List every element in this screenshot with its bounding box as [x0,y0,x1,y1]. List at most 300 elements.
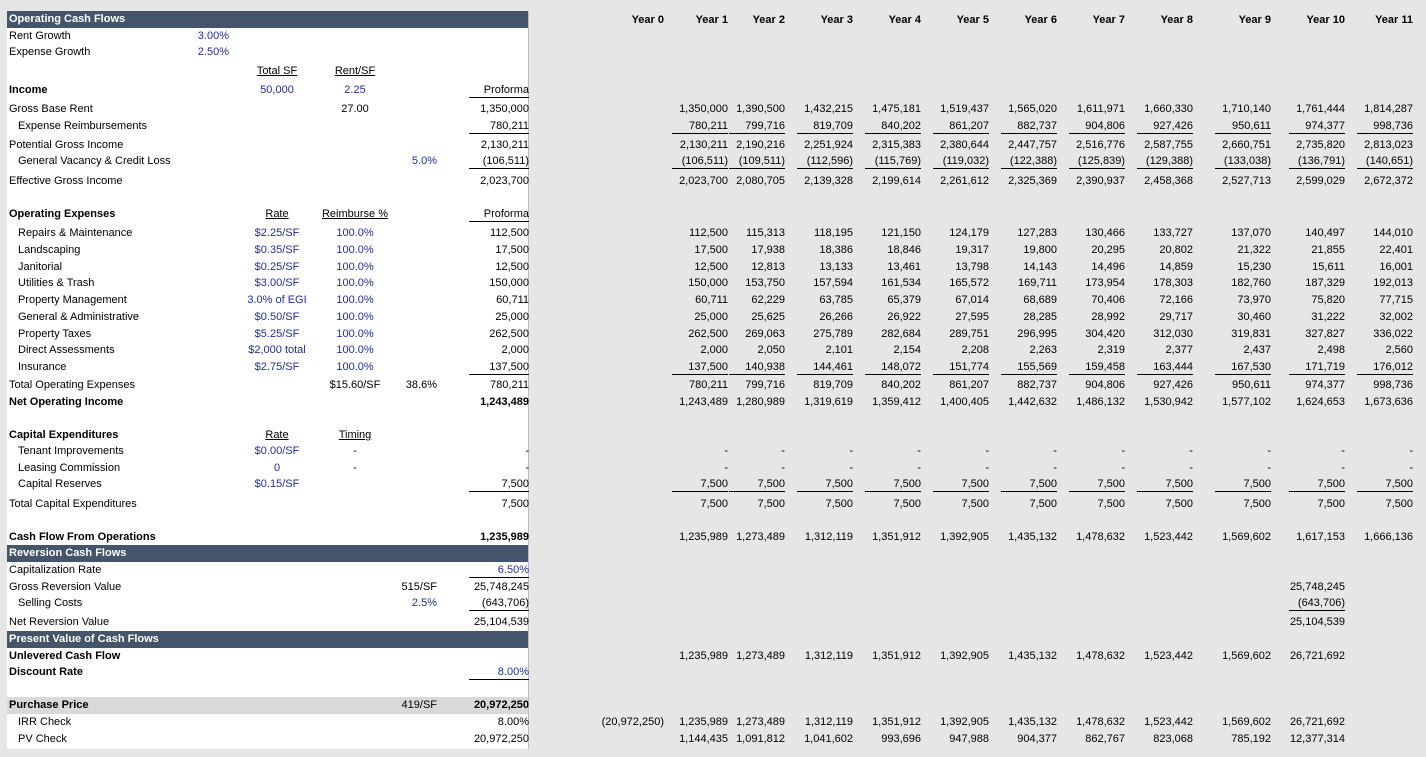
grid-cell: 2,263 [1029,344,1057,356]
grid-cell: (643,706) [1281,595,1345,612]
grid-cell: - [849,462,853,474]
income-header-row [7,82,528,99]
grid-cell: 12,377,314 [1289,733,1345,745]
opex-row [7,359,528,376]
grid-cell: (106,511) [664,153,728,170]
year-header: Year 1 [695,14,728,26]
grid-cell: 1,569,602 [1222,650,1271,662]
rate-value[interactable]: $0.00/SF [254,445,300,457]
grid-cell: 26,721,692 [1289,716,1345,728]
grid-cell: (20,972,250) [601,716,664,728]
grid-cell: 124,179 [949,227,989,239]
grid-cell: 2,139,328 [804,175,853,187]
proforma-value: 25,000 [495,311,529,323]
rent-growth-row[interactable] [7,28,528,45]
grid-cell: 1,530,942 [1144,396,1193,408]
grid-cell: 1,400,405 [940,396,989,408]
grid-cell: 862,767 [1085,733,1125,745]
grid-cell: (136,791) [1281,153,1345,170]
grid-cell: 12,500 [694,261,728,273]
expense-growth-row[interactable] [7,44,528,61]
grid-cell: 1,761,444 [1296,103,1345,115]
grid-cell: 26,266 [819,311,853,323]
reimb-value[interactable]: 100.0% [336,328,374,340]
grid-cell: 144,461 [789,359,853,376]
grid-cell: 25,000 [694,311,728,323]
total-rate: $15.60/SF [329,379,381,391]
grid-cell: 7,500 [1129,476,1193,493]
row-label: Total Operating Expenses [9,379,135,391]
grid-cell: 115,313 [746,227,785,239]
grid-cell: - [1053,462,1057,474]
row-label: Purchase Price [9,699,89,711]
row-label: Unlevered Cash Flow [9,650,121,662]
proforma-value: 7,500 [501,498,529,510]
grid-cell: 150,000 [688,277,728,289]
grid-cell: 1,312,119 [804,650,853,662]
row-label: Cash Flow From Operations [9,531,156,543]
row-label: Tenant Improvements [18,445,124,457]
grid-cell: 289,751 [949,328,989,340]
opex-section-label: Operating Expenses [9,208,116,220]
row-label: Expense Growth [9,46,91,58]
row-label: Janitorial [18,261,63,273]
grid-cell: - [1189,462,1193,474]
grid-cell: 282,684 [881,328,921,340]
proforma-value: 780,211 [490,379,529,391]
grid-cell: 7,500 [1165,498,1193,510]
section-title: Present Value of Cash Flows [9,633,159,645]
proforma-value: 2,023,700 [480,175,529,187]
reimb-value[interactable]: 100.0% [336,277,374,289]
grid-cell: 785,192 [1231,733,1271,745]
grid-cell: 20,802 [1159,244,1193,256]
proforma-value: 2,000 [501,344,529,356]
total-sf-value[interactable]: 50,000 [260,84,294,96]
grid-cell: 2,458,368 [1144,175,1193,187]
net-reversion-row [7,614,528,631]
grid-cell: 1,243,489 [679,396,728,408]
rate-value[interactable]: $0.25/SF [254,261,300,273]
vacancy-pct[interactable]: 5.0% [411,155,437,167]
grid-cell: 1,478,632 [1076,531,1125,543]
grid-cell: 1,359,412 [872,396,921,408]
grid-cell: - [1267,445,1271,457]
grid-cell: 75,820 [1311,294,1345,306]
grid-cell: (122,388) [993,153,1057,170]
grid-cell: 1,235,989 [679,716,728,728]
grid-cell: 121,150 [881,227,921,239]
grid-cell: 161,534 [881,277,921,289]
grid-cell: 27,595 [955,311,989,323]
grid-cell: 1,435,132 [1008,716,1057,728]
pgi-row [7,137,528,154]
total-opex-row [7,377,528,394]
grid-cell: 2,599,029 [1296,175,1345,187]
row-label: Gross Base Rent [9,103,93,115]
grid-cell: (119,032) [925,153,989,170]
grid-cell: 927,426 [1129,118,1193,135]
grid-cell: 1,523,442 [1144,650,1193,662]
grid-cell: 133,727 [1153,227,1193,239]
proforma-value: 137,500 [455,359,529,376]
rate-value[interactable]: 3.0% of EGI [247,294,307,306]
proforma-value: 20,972,250 [473,699,529,711]
grid-cell: - [1409,462,1413,474]
rate-value[interactable]: $0.15/SF [254,478,300,490]
grid-cell: 30,460 [1237,311,1271,323]
grid-cell: 7,500 [700,498,728,510]
grid-cell: 16,001 [1379,261,1413,273]
rate-value[interactable]: $0.50/SF [254,311,300,323]
grid-cell: 1,814,287 [1364,103,1413,115]
grid-cell: 31,222 [1311,311,1345,323]
grid-cell: (115,769) [857,153,921,170]
grid-cell: 14,496 [1091,261,1125,273]
section-title: Reversion Cash Flows [9,547,127,559]
grid-cell: 7,500 [1281,476,1345,493]
proforma-value: 150,000 [489,277,529,289]
proforma-value: 25,104,539 [473,616,529,628]
grid-cell: 312,030 [1153,328,1193,340]
grid-cell: 137,500 [664,359,728,376]
grid-cell: 14,143 [1023,261,1057,273]
proforma-value: 1,235,989 [480,531,529,543]
grid-cell: 1,144,435 [679,733,728,745]
ti-row [7,443,528,460]
grid-cell: 1,624,653 [1296,396,1345,408]
grid-cell: 998,736 [1373,379,1413,391]
grid-cell: 1,435,132 [1008,650,1057,662]
reimb-value[interactable]: 100.0% [336,361,374,373]
grid-cell: 26,721,692 [1289,650,1345,662]
grid-cell: 2,527,713 [1222,175,1271,187]
year-header: Year 11 [1375,14,1413,26]
grid-cell: 7,500 [1243,498,1271,510]
selling-costs-row [7,595,528,612]
capex-header-row [7,427,528,444]
grid-cell: 269,063 [745,328,785,340]
proforma-value: - [525,462,529,474]
proforma-value: 1,350,000 [480,103,529,115]
grid-cell: 861,207 [949,379,989,391]
grid-cell: 19,800 [1023,244,1057,256]
grid-cell: 155,569 [993,359,1057,376]
year-header: Year 5 [956,14,989,26]
opex-row [7,225,528,242]
grid-cell: 1,475,181 [872,103,921,115]
grid-cell: 7,500 [1029,498,1057,510]
grid-cell: 7,500 [825,498,853,510]
grid-cell: 28,992 [1091,311,1125,323]
grid-cell: 63,785 [819,294,853,306]
grid-cell: - [917,462,921,474]
grid-cell: - [1341,462,1345,474]
expense-growth-value[interactable]: 2.50% [197,46,229,58]
rent-sf-value[interactable]: 2.25 [344,84,366,96]
grid-cell: 2,023,700 [679,175,728,187]
row-label: Direct Assessments [18,344,115,356]
assumptions-panel [7,11,529,749]
grid-cell: 840,202 [857,118,921,135]
year-header: Year 10 [1306,14,1345,26]
total-capex-row [7,496,528,513]
grid-cell: 1,280,989 [736,396,785,408]
grid-cell: 17,500 [694,244,728,256]
opex-row [7,292,528,309]
opex-row [7,342,528,359]
grid-cell: 7,500 [1317,498,1345,510]
grid-cell: 1,523,442 [1144,531,1193,543]
grid-cell: 2,447,757 [1008,139,1057,151]
grid-cell: 7,500 [857,476,921,493]
grid-cell: 157,594 [813,277,853,289]
rate-value[interactable]: 0 [273,462,281,474]
grid-cell: - [985,445,989,457]
grid-cell: 17,938 [751,244,785,256]
vacancy-row [7,153,528,170]
grid-cell: 7,500 [721,476,785,493]
grid-cell: (129,388) [1129,153,1193,170]
row-label: General & Administrative [18,311,140,323]
grid-cell: 904,806 [1085,379,1125,391]
row-label: Discount Rate [9,666,83,678]
grid-cell: 1,392,905 [940,716,989,728]
row-label: Landscaping [18,244,81,256]
row-label: Capital Reserves [18,478,102,490]
grid-cell: 173,954 [1085,277,1125,289]
grid-cell: 2,516,776 [1076,139,1125,151]
proforma-value: 60,711 [496,294,529,306]
reimb-value[interactable]: 100.0% [336,244,374,256]
grid-cell: 974,377 [1305,379,1345,391]
reimb-value[interactable]: 100.0% [336,261,374,273]
grid-cell: 2,000 [700,344,728,356]
grid-cell: 60,711 [695,294,728,306]
reimb-value[interactable]: 100.0% [336,311,374,323]
rent-growth-value[interactable]: 3.00% [197,30,229,42]
grid-cell: 974,377 [1281,118,1345,135]
grid-cell: 2,101 [825,344,853,356]
opex-row [7,242,528,259]
grid-cell: 1,273,489 [736,716,785,728]
grid-cell: 127,283 [1017,227,1057,239]
grid-cell: 12,813 [751,261,785,273]
year-header: Year 6 [1024,14,1057,26]
grid-cell: 77,715 [1379,294,1413,306]
grid-cell: 18,386 [819,244,853,256]
grid-cell: 1,577,102 [1222,396,1271,408]
grid-cell: 7,500 [1207,476,1271,493]
expense-reimb-row [7,118,528,135]
grid-cell: 780,211 [664,118,728,135]
rate-value[interactable]: $2,000 total [248,344,306,356]
grid-cell: 296,995 [1017,328,1057,340]
grid-cell: 1,351,912 [872,650,921,662]
row-label: Property Management [18,294,127,306]
cap-rate-row [7,562,528,579]
row-label: Capitalization Rate [9,564,102,576]
grid-cell: 1,392,905 [940,531,989,543]
gross-reversion-row [7,579,528,596]
grid-cell: 1,611,971 [1076,103,1125,115]
grid-cell: - [1341,445,1345,457]
year-header: Year 3 [820,14,853,26]
grid-cell: 32,002 [1379,311,1413,323]
grid-cell: 1,569,602 [1222,531,1271,543]
grid-cell: 327,827 [1305,328,1345,340]
grid-cell: 1,432,215 [804,103,853,115]
grid-cell: - [724,445,728,457]
proforma-header: Proforma [455,206,529,223]
grid-cell: 2,498 [1317,344,1345,356]
grid-cell: 19,317 [955,244,989,256]
grid-cell: 1,435,132 [1008,531,1057,543]
grid-cell: 7,500 [993,476,1057,493]
grid-cell: 2,050 [757,344,785,356]
grid-cell: 304,420 [1085,328,1125,340]
section-title: Operating Cash Flows [9,13,126,25]
grid-cell: 904,377 [1017,733,1057,745]
grid-cell: 7,500 [789,476,853,493]
grid-cell: 65,379 [887,294,921,306]
grid-cell: 1,392,905 [940,650,989,662]
grid-cell: 140,938 [721,359,785,376]
grid-cell: 21,855 [1311,244,1345,256]
opex-row [7,326,528,343]
proforma-value: 262,500 [489,328,529,340]
grid-cell: 2,154 [893,344,921,356]
section-header-operating [7,11,528,28]
row-label: Repairs & Maintenance [18,227,133,239]
grid-cell: 2,672,372 [1364,175,1413,187]
grid-cell: 1,565,020 [1008,103,1057,115]
row-label: Net Reversion Value [9,616,110,628]
rate-value[interactable]: $0.35/SF [254,244,300,256]
purchase-price-row [7,697,528,714]
reimb-value[interactable]: 100.0% [336,227,374,239]
year-header: Year 2 [752,14,785,26]
grid-cell: 2,130,211 [679,139,728,151]
grid-cell: 1,091,812 [736,733,785,745]
sf-header-row [7,63,528,80]
grid-cell: 2,560 [1385,344,1413,356]
rate-value[interactable]: $2.75/SF [254,361,300,373]
grid-cell: 780,211 [689,379,728,391]
grid-cell: 7,500 [961,498,989,510]
grid-cell: 1,351,912 [872,531,921,543]
cfo-row [7,529,528,546]
grid-cell: 2,190,216 [736,139,785,151]
row-label: General Vacancy & Credit Loss [18,155,171,167]
opex-row [7,309,528,326]
grid-cell: 2,315,383 [872,139,921,151]
grid-cell: 118,195 [814,227,853,239]
grid-cell: 319,831 [1231,328,1271,340]
gross-psf: 515/SF [401,581,437,593]
grid-cell: - [781,445,785,457]
grid-cell: 7,500 [1097,498,1125,510]
opex-row [7,259,528,276]
year-header: Year 0 [631,14,664,26]
reserves-row [7,476,528,493]
grid-cell: 2,319 [1097,344,1125,356]
row-label: Property Taxes [18,328,92,340]
grid-cell: 13,798 [955,261,989,273]
grid-cell: 2,380,644 [940,139,989,151]
section-header-reversion [7,545,528,562]
grid-cell: 2,208 [961,344,989,356]
row-label: Leasing Commission [18,462,121,474]
grid-cell: 1,273,489 [736,650,785,662]
grid-cell: 68,689 [1023,294,1057,306]
year-header: Year 8 [1160,14,1193,26]
grid-cell: 70,406 [1091,294,1125,306]
grid-cell: 1,273,489 [736,531,785,543]
grid-cell: 25,748,245 [1289,581,1345,593]
grid-cell: 72,166 [1159,294,1193,306]
grid-cell: 169,711 [1018,277,1057,289]
grid-cell: - [917,445,921,457]
grid-cell: 2,325,369 [1008,175,1057,187]
grid-cell: 112,500 [689,227,728,239]
grid-cell: 336,022 [1373,328,1413,340]
grid-cell: 148,072 [857,359,921,376]
grid-cell: 2,377 [1165,344,1193,356]
rate-value[interactable]: $2.25/SF [254,227,300,239]
grid-cell: - [849,445,853,457]
grid-cell: 7,500 [664,476,728,493]
grid-cell: 7,500 [1349,476,1413,493]
grid-cell: 171,719 [1281,359,1345,376]
grid-cell: 163,444 [1129,359,1193,376]
cap-rate-value[interactable]: 6.50% [455,562,529,579]
grid-cell: - [724,462,728,474]
rate-header: Rate [265,208,289,220]
grid-cell: 1,617,153 [1296,531,1345,543]
proforma-value: 112,500 [490,227,529,239]
unlevered-row [7,648,528,665]
reimb-value[interactable]: 100.0% [336,344,374,356]
grid-cell: 1,666,136 [1364,531,1413,543]
proforma-value: (643,706) [455,595,529,612]
rate-value[interactable]: $3.00/SF [254,277,300,289]
grid-cell: 176,012 [1349,359,1413,376]
grid-cell: 26,922 [887,311,921,323]
grid-cell: (125,839) [1061,153,1125,170]
row-label: Utilities & Trash [18,277,95,289]
row-label: Effective Gross Income [9,175,123,187]
noi-row [7,394,528,411]
grid-cell: 151,774 [925,359,989,376]
pv-check-row [7,731,528,748]
grid-cell: 20,295 [1091,244,1125,256]
proforma-header: Proforma [455,82,529,99]
grid-cell: 927,426 [1153,379,1193,391]
grid-cell: 21,322 [1237,244,1271,256]
grid-cell: 1,312,119 [804,531,853,543]
selling-pct[interactable]: 2.5% [411,597,437,609]
grid-cell: (112,596) [789,153,853,170]
grid-cell: 187,329 [1305,277,1345,289]
grid-cell: 1,660,330 [1144,103,1193,115]
grid-cell: 1,486,132 [1076,396,1125,408]
discount-rate-value[interactable]: 8.00% [455,664,529,681]
grid-cell: 882,737 [1017,379,1057,391]
reimb-value[interactable]: 100.0% [336,294,374,306]
rate-value[interactable]: $5.25/SF [254,328,300,340]
grid-cell: 165,572 [949,277,989,289]
